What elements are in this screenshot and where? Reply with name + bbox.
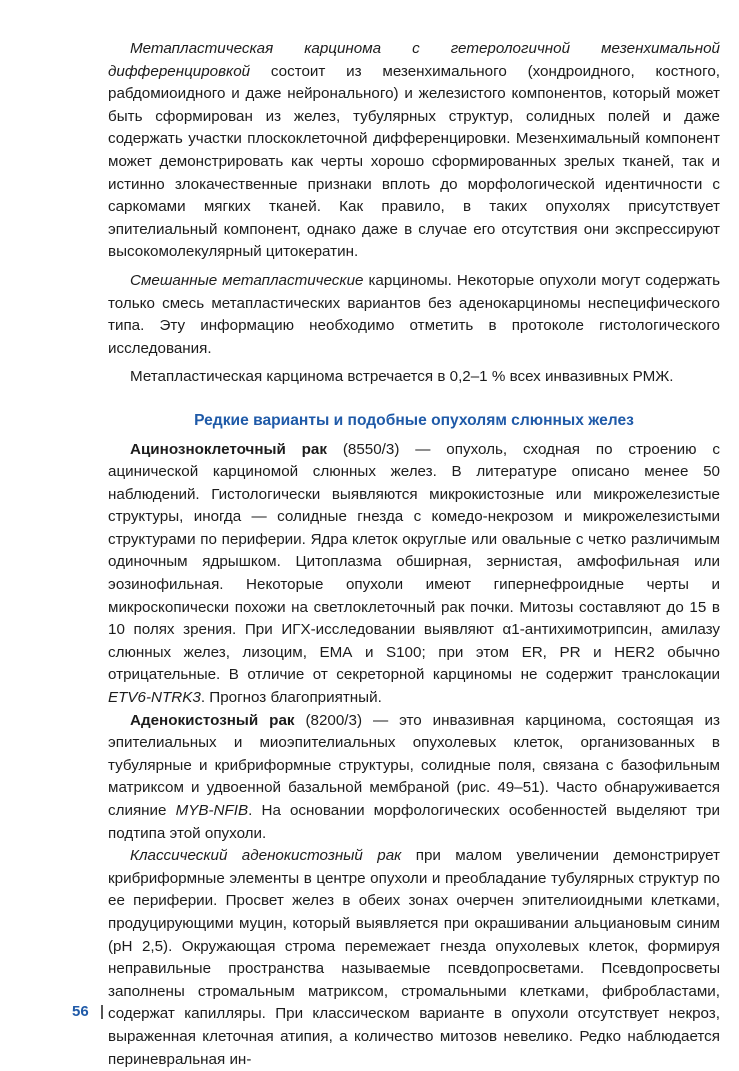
paragraph-text: состоит из мезенхимального (хондроидного, костного, рабдомиоидного и даже нейронального) и железистого компонентов, который может быть сформирован из желез, тубулярных структур, солидных полей и даже содержать участки плоскоклеточной дифференцировки. Мезенхимальный компонент может демонстрировать как черты хорошо сформированных зрелых тканей, так и истинно злокачественные признаки вплоть до морфологической идентичности с саркомами мягких тканей. Как правило, в таких опухолях присутствует эпителиальный компонент, однако даже в случае его отсутствия они экспрессируют высокомолекулярный цитокератин. xyxy=(108,62,720,261)
paragraph-text: . Прогноз благоприятный. xyxy=(200,689,382,707)
paragraph-acinic-cell xyxy=(108,439,720,710)
paragraph-mixed-metaplastic xyxy=(108,270,720,360)
paragraph-text: (8550/3) — опухоль, сходная по строению с ацинической карциномой слюнных желез. В литературе описано менее 50 наблюдений. Гистологически выявляются микрокистозные или микрожелезистые структуры, иногда — солидные гнезда с комедо-некрозом и микрожелезистыми структурами по периферии. Ядра клеток округлые или овальные с четко различимым одиночным ядрышком. Цитоплазма обширная, зернистая, амфофильная или эозинофильная. Некоторые опухоли имеют гипернефроидные черты и микроскопически похожи на светлоклеточный рак почки. Митозы составляют до 15 в 10 полях зрения. При ИГХ-исследовании выявляют α1-антихимотрипсин, амилазу слюнных желез, лизоцим, ЕМА и S100; при этом ER, PR и HER2 обычно отрицательные. В отличие от секреторной карциномы не содержит транслокации xyxy=(108,440,720,684)
paragraph-text: (8200/3) — это инвазивная карцинома, состоящая из эпителиальных и миоэпителиальных опухолевых клеток, организованных в тубулярные и крибриформные структуры, солидные поля, связана с базофильным матриксом и удвоенной базальной мембраной (рис. 49–51). Часто обнаруживается слияние xyxy=(108,711,721,819)
paragraph-heterologous-carcinoma xyxy=(108,38,720,264)
paragraph-text: карциномы. Некоторые опухоли могут содержать только смесь метапластических вариантов без аденокарциномы неспецифического типа. Эту информацию необходимо отметить в протоколе гистологического исследования. xyxy=(108,271,720,357)
term-classic-adenoid-cystic: Классический аденокистозный рак xyxy=(130,847,402,865)
page-number-divider xyxy=(101,1005,103,1019)
term-mixed-metaplastic: Смешанные метапластические xyxy=(130,271,364,289)
page-number: 56 xyxy=(72,1003,89,1020)
section-heading: Редкие варианты и подобные опухолям слюнных желез xyxy=(194,411,634,429)
term-adenoid-cystic: Аденокистозный рак xyxy=(130,711,295,729)
gene-fusion: ETV6-NTRK3 xyxy=(108,689,201,707)
body-text xyxy=(108,38,720,1071)
paragraph-incidence xyxy=(108,366,720,389)
paragraph-adenoid-cystic xyxy=(108,710,720,846)
paragraph-text: при малом увеличении демонстрирует крибриформные элементы в центре опухоли и преобладание тубулярных структур по ее периферии. Просвет желез в обеих зонах очерчен эпителиоидными клетками, продуцирующими муцин, который выявляется при окрашивании альциановым синим (pH 2,5). Окружающая строма перемежает гнезда опухолевых клеток, формируя неправильные пространства называемые псевдопросветами. Псевдопросветы заполнены стромальным матриксом, стромальными клетками, фибробластами, содержат капилляры. При классическом варианте в опухоли отсутствует некроз, выраженная клеточная атипия, а количество митозов невелико. Редко наблюдается периневральная ин- xyxy=(108,847,720,1068)
gene-fusion: MYB-NFIB xyxy=(175,802,249,819)
term-acinic-cell: Ацинозноклеточный рак xyxy=(130,440,327,458)
paragraph-text: . На основании морфологических особенностей выделяют три подтипа этой опухоли. xyxy=(108,802,720,842)
paragraph-classic-adenoid-cystic xyxy=(108,845,720,1071)
paragraph-text: Метапластическая карцинома встречается в 0,2–1 % всех инвазивных РМЖ. xyxy=(130,368,674,386)
term-heterologous: Метапластическая карцинома с гетерологичной мезенхимальной дифференцировкой xyxy=(108,40,720,80)
